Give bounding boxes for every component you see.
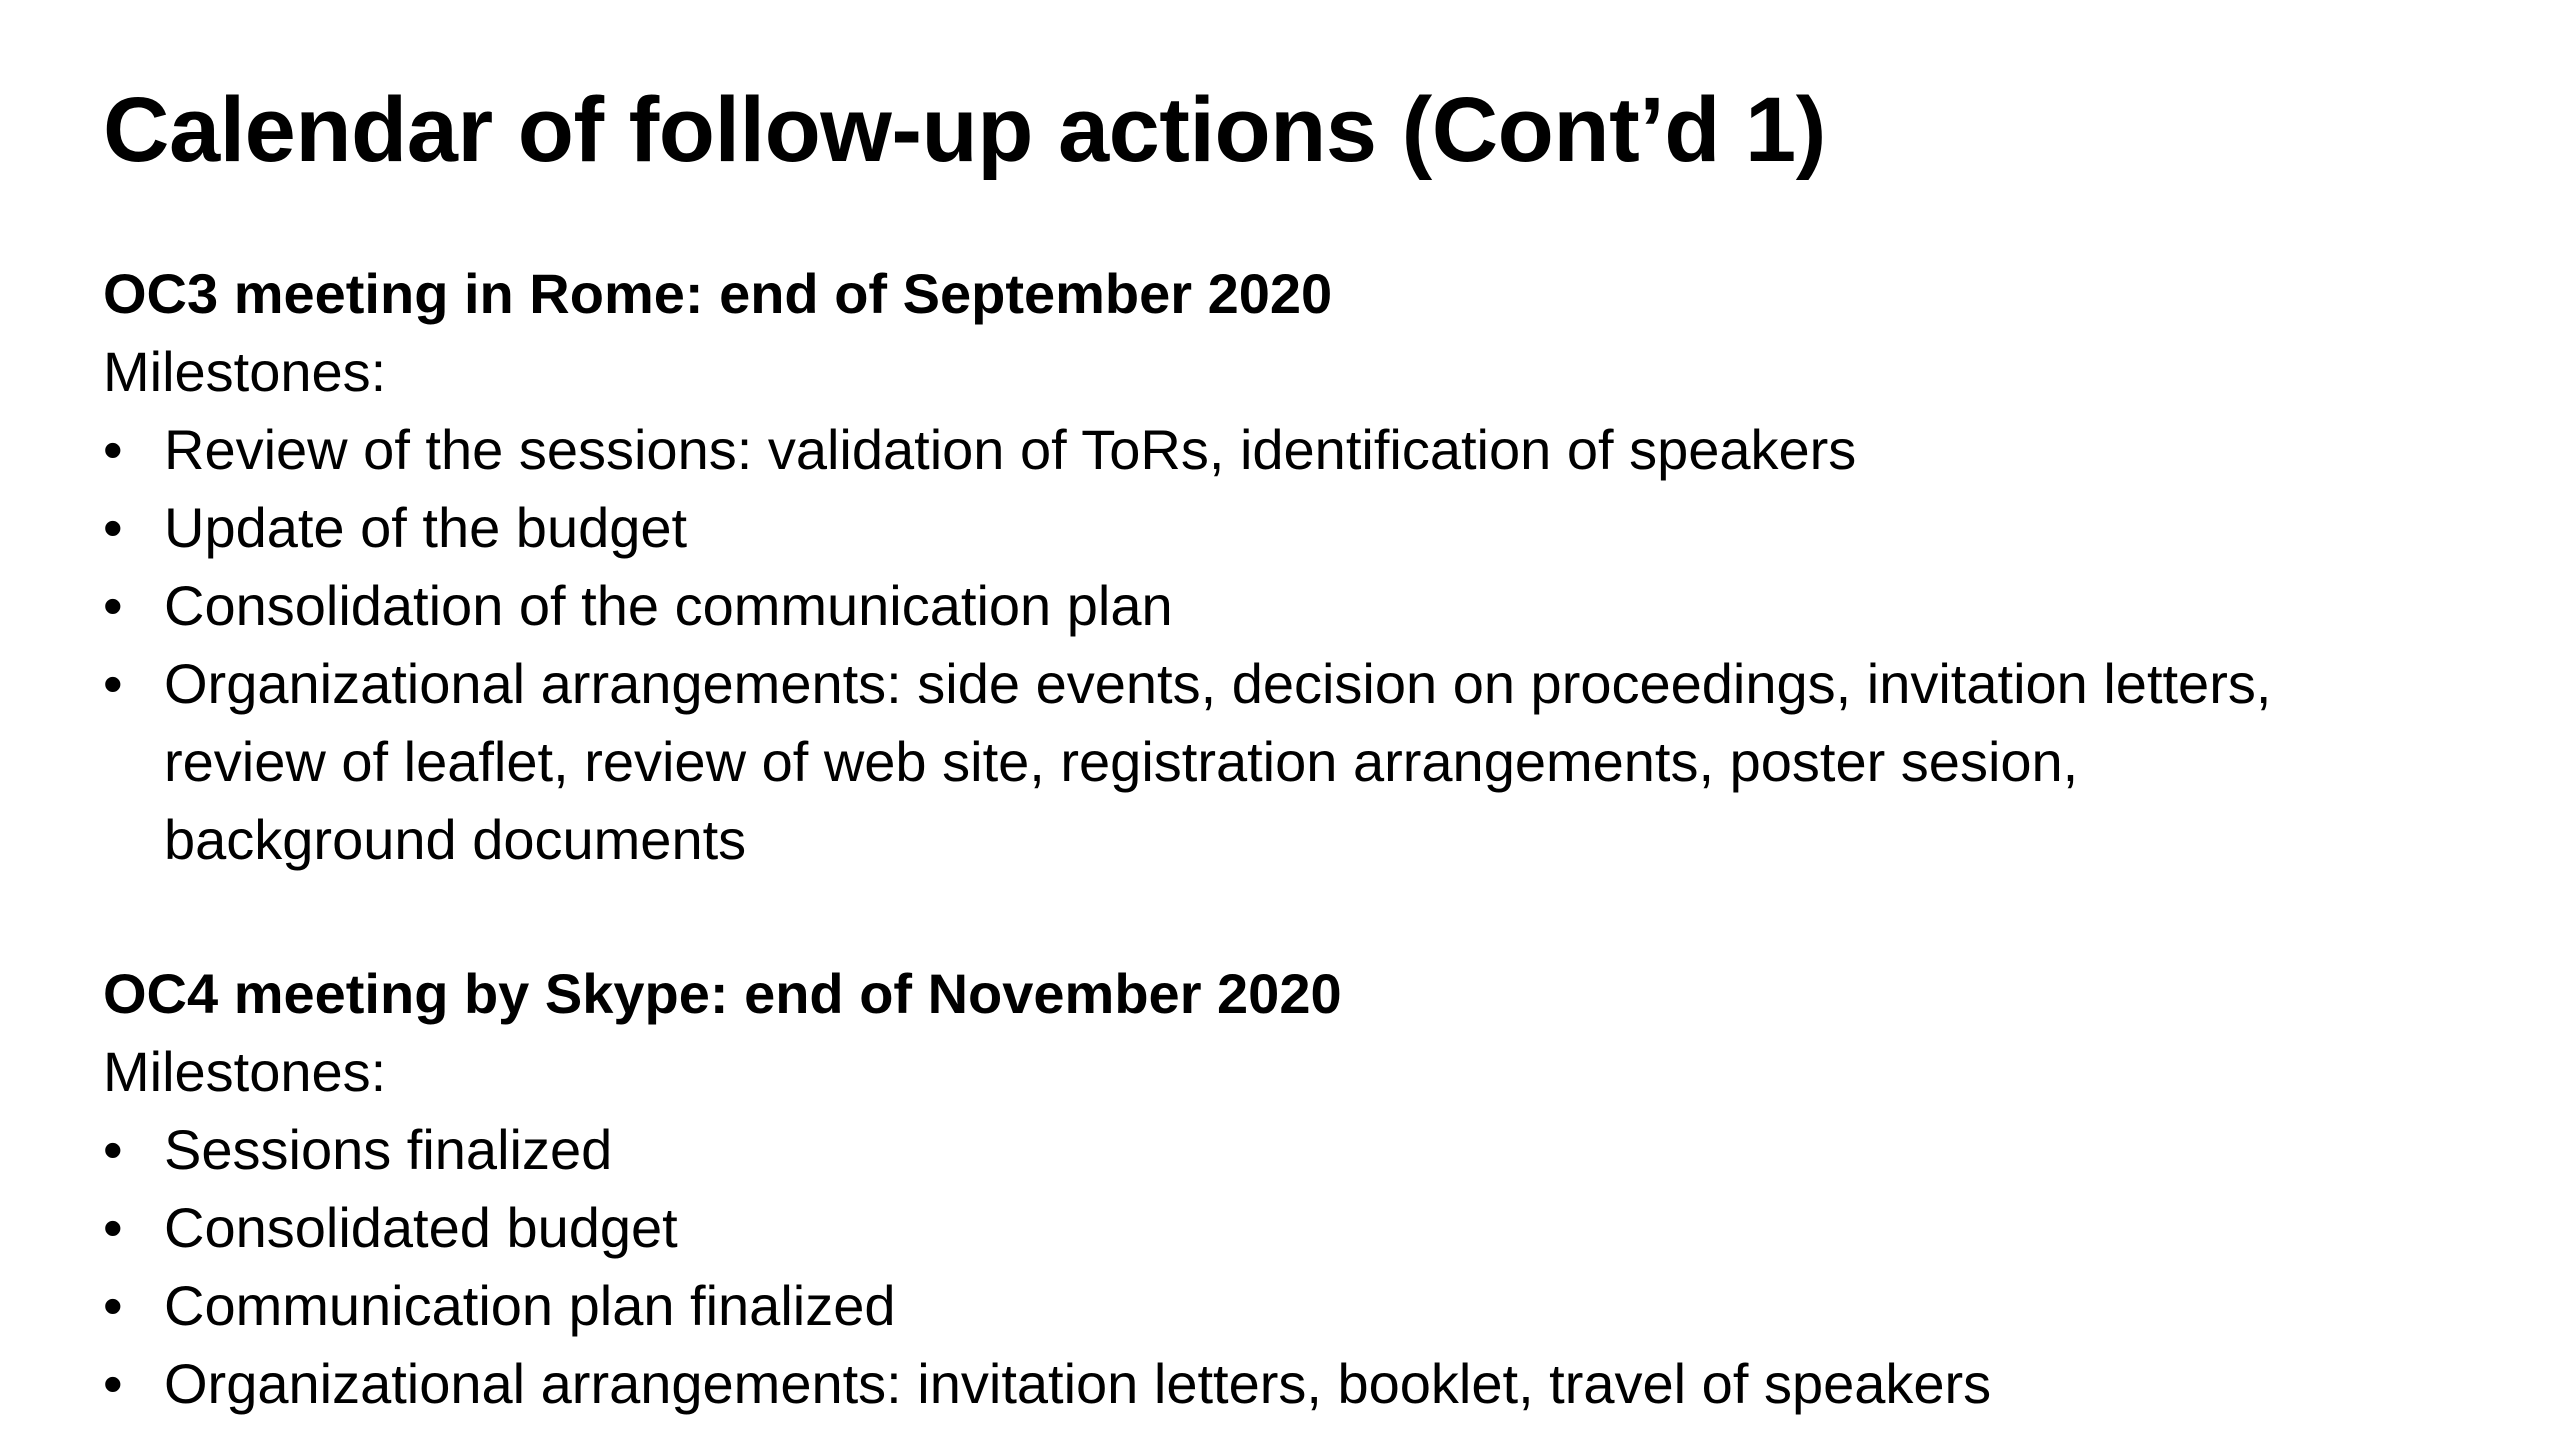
- bullet-icon: •: [103, 1352, 123, 1415]
- bullet-icon: •: [103, 1118, 123, 1181]
- list-item-text: Consolidated budget: [164, 1196, 678, 1259]
- list-item: [103, 567, 2483, 645]
- list-item-text: Review of the sessions: validation of ToRs, identification of speakers: [164, 418, 1857, 481]
- list-item: [103, 1189, 2483, 1267]
- milestone-list: [103, 411, 2483, 879]
- milestones-label: Milestones:: [103, 340, 387, 403]
- bullet-icon: •: [103, 652, 123, 715]
- section-heading: OC3 meeting in Rome: end of September 2020: [103, 262, 1333, 325]
- bullet-icon: •: [103, 418, 123, 481]
- list-item: [103, 1267, 2483, 1345]
- bullet-icon: •: [103, 574, 123, 637]
- list-item-text-line: review of leaflet, review of web site, registration arrangements, poster sesion,: [164, 730, 2079, 793]
- milestones-label: Milestones:: [103, 1040, 387, 1103]
- list-item: [103, 489, 2483, 567]
- list-item-text: Consolidation of the communication plan: [164, 574, 1173, 637]
- bullet-icon: •: [103, 1274, 123, 1337]
- section-heading: OC4 meeting by Skype: end of November 2020: [103, 962, 1342, 1025]
- slide-title: Calendar of follow-up actions (Cont’d 1): [103, 79, 1826, 181]
- list-item: [103, 645, 2483, 879]
- list-item-text: Sessions finalized: [164, 1118, 613, 1181]
- list-item-text-line: background documents: [164, 808, 747, 871]
- milestone-list: [103, 1111, 2483, 1423]
- list-item-text: Organizational arrangements: invitation letters, booklet, travel of speakers: [164, 1352, 1992, 1415]
- section-oc3: [103, 255, 2483, 879]
- section-oc4: [103, 955, 2483, 1423]
- list-item-text: Communication plan finalized: [164, 1274, 896, 1337]
- list-item: [103, 1111, 2483, 1189]
- list-item: [103, 1345, 2483, 1423]
- bullet-icon: •: [103, 1196, 123, 1259]
- list-item-text: Update of the budget: [164, 496, 688, 559]
- list-item-text-line: Organizational arrangements: side events, decision on proceedings, invitation letters,: [164, 652, 2272, 715]
- list-item: [103, 411, 2483, 489]
- bullet-icon: •: [103, 496, 123, 559]
